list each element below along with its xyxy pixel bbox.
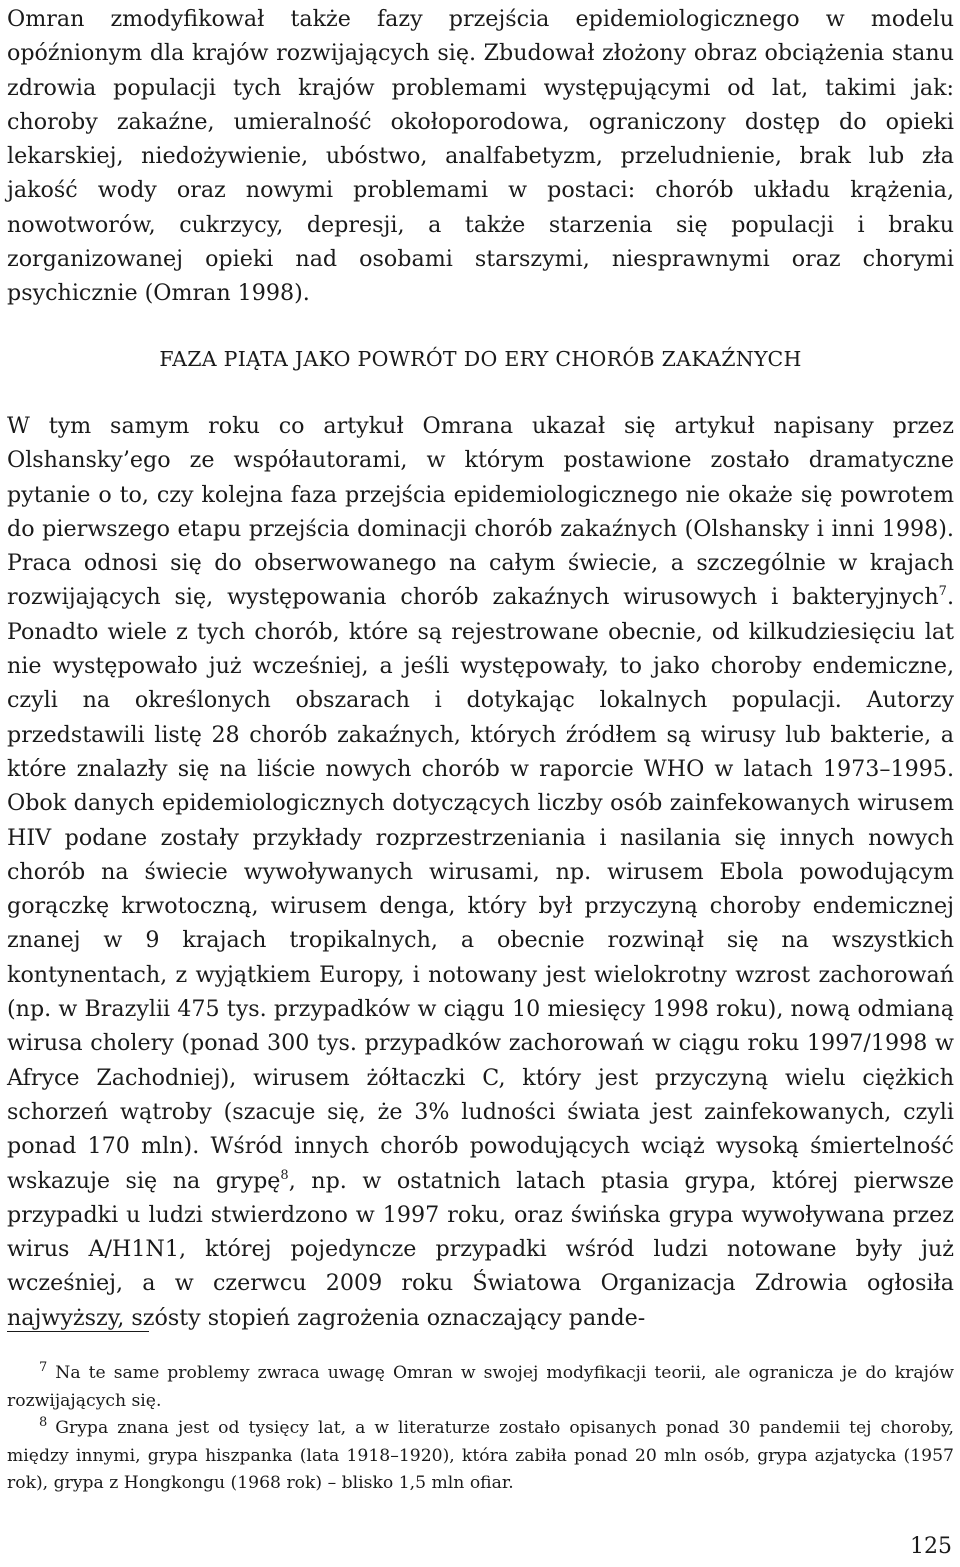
body-paragraph-2 — [7, 409, 954, 1335]
page-number: 125 — [910, 1534, 952, 1559]
footnote-8: 8 Grypa znana jest od tysięcy lat, a w literaturze zostało opisanych ponad 30 pandemii tej choroby, między innymi, grypa hiszpanka (lata 1918–1920), która zabiła ponad 20 mln osób, grypa azjatycka (1957 rok), grypa z Hongkongu (1968 rok) – blisko 1,5 mln ofiar. — [7, 1415, 954, 1493]
footnote-divider — [7, 1331, 149, 1332]
footnote-text: Na te same problemy zwraca uwagę Omran w swojej modyfikacji teorii, ale ogranicza je do krajów rozwijających się. — [7, 1363, 954, 1411]
footnote-ref-7[interactable]: 7 — [938, 584, 947, 600]
footnotes-section — [7, 1360, 954, 1498]
paragraph-2-text-b: . Ponadto wiele z tych chorób, które są rejestrowane obecnie, od kilkudziesięciu lat nie występowało już wcześniej, a jeśli występowały, to jako choroby endemiczne, czyli na określonych obszarach i dotykając lokalnych populacji. Autorzy przedstawili listę 28 chorób zakaźnych, których źródłem są wirusy lub bakterie, a które znalazły się na liście nowych chorób w raporcie WHO w latach 1973–1995. Obok danych epidemiologicznych dotyczących liczby osób zainfekowanych wirusem HIV podane zostały przykłady rozprzestrzeniania i nasilania się innych nowych chorób na świecie wywoływanych wirusami, np. wirusem Ebola powodującym gorączkę krwotoczną, wirusem denga, który był przyczyną choroby endemicznej znanej w 9 krajach tropikalnych, a obecnie rozwinął się na wszystkich kontynentach, z wyjątkiem Europy, i notowany jest wielokrotny wzrost zachorowań (np. w Brazylii 475 tys. przypadków w ciągu 10 miesięcy 1998 roku), nową odmianą wirusa cholery (ponad 300 tys. przypadków zachorowań w ciągu roku 1997/1998 w Afryce Zachodniej), wirusem żółtaczki C, który jest przyczyną wielu ciężkich schorzeń wątroby (szacuje się, że 3% ludności świata jest zainfekowanych, czyli ponad 170 mln). Wśród innych chorób powodujących wciąż wysoką śmiertelność wskazuje się na grypę — [7, 584, 954, 1194]
footnote-7: 7 Na te same problemy zwraca uwagę Omran w swojej modyfikacji teorii, ale ogranicza je do krajów rozwijających się. — [7, 1360, 954, 1411]
section-heading: FAZA PIĄTA JAKO POWRÓT DO ERY CHORÓB ZAKAŹNYCH — [159, 347, 802, 371]
footnote-ref-8[interactable]: 8 — [280, 1167, 289, 1183]
paragraph-2-text-c: , np. w ostatnich latach ptasia grypa, której pierwsze przypadki u ludzi stwierdzono w 1997 roku, oraz świńska grypa wywoływana przez wirus A/H1N1, której pojedyncze przypadki wśród ludzi notowane były już wcześniej, a w czerwcu 2009 roku Światowa Organizacja Zdrowia ogłosiła najwyższy, szósty stopień zagrożenia oznaczający pande- — [7, 1167, 954, 1331]
body-paragraph-1: Omran zmodyfikował także fazy przejścia epidemiologicznego w modelu opóźnionym dla krajów rozwijających się. Zbudował złożony obraz obciążenia stanu zdrowia populacji tych krajów problemami występującymi od lat, takimi jak: choroby zakaźne, umieralność okołoporodowa, ograniczony dostęp do opieki lekarskiej, niedożywienie, ubóstwo, analfabetyzm, przeludnienie, brak lub zła jakość wody oraz nowymi problemami w postaci: chorób układu krążenia, nowotworów, cukrzycy, depresji, a także starzenia się populacji i braku zorganizowanej opieki nad osobami starszymi, niesprawnymi oraz chorymi psychicznie (Omran 1998). — [7, 6, 954, 307]
paragraph-2-text-a: W tym samym roku co artykuł Omrana ukazał się artykuł napisany przez Olshansky’ego ze współautorami, w którym postawione zostało dramatyczne pytanie o to, czy kolejna faza przejścia epidemiologicznego nie okaże się powrotem do pierwszego etapu przejścia dominacji chorób zakaźnych (Olshansky i inni 1998). Praca odnosi się do obserwowanego na całym świecie, a szczególnie w krajach rozwijających się, występowania chorób zakaźnych wirusowych i bakteryjnych — [7, 413, 954, 611]
footnote-text: Grypa znana jest od tysięcy lat, a w literaturze zostało opisanych ponad 30 pandemii tej choroby, między innymi, grypa hiszpanka (lata 1918–1920), która zabiła ponad 20 mln osób, grypa azjatycka (1957 rok), grypa z Hongkongu (1968 rok) – blisko 1,5 mln ofiar. — [7, 1418, 954, 1493]
